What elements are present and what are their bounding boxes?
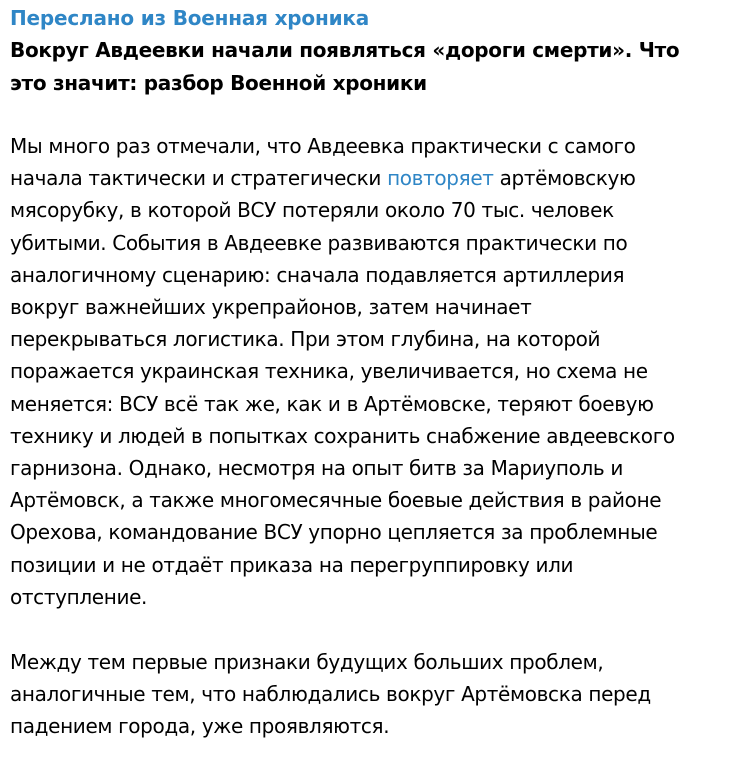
text-line: мясорубку, в которой ВСУ потеряли около 70 тыс. человек <box>10 198 614 223</box>
text-line: технику и людей в попытках сохранить снабжение авдеевского <box>10 423 675 448</box>
text-line: гарнизона. Однако, несмотря на опыт битв за Мариуполь и <box>10 456 624 481</box>
text-line: меняется: ВСУ всё так же, как и в Артёмовске, теряют боевую <box>10 391 654 416</box>
text-line: позиции и не отдаёт приказа на перегруппировку или <box>10 552 574 577</box>
text-line: Орехова, командование ВСУ упорно цепляется за проблемные <box>10 520 658 545</box>
text-line: Между тем первые признаки будущих больших проблем, <box>10 650 604 675</box>
message-headline <box>10 34 750 100</box>
message-paragraph-2 <box>10 646 750 743</box>
text-line: падением города, уже проявляются. <box>10 714 390 739</box>
forwarded-from-label[interactable]: Переслано из Военная хроника <box>10 6 370 30</box>
text-line: Мы много раз отмечали, что Авдеевка практически с самого <box>10 134 636 158</box>
text-line: убитыми. События в Авдеевке развиваются практически по <box>10 230 628 255</box>
text-fragment: начала тактически и стратегически <box>10 166 388 191</box>
text-line: перекрываться логистика. При этом глубина, на которой <box>10 327 601 352</box>
message-paragraph-1 <box>10 130 750 613</box>
text-line: аналогичные тем, что наблюдались вокруг Артёмовска перед <box>10 682 651 707</box>
text-line: Артёмовск, а также многомесячные боевые действия в районе <box>10 488 662 513</box>
repeats-link[interactable]: повторяет <box>387 166 494 191</box>
headline-line: Вокруг Авдеевки начали появляться «дороги смерти». Что <box>10 38 680 62</box>
headline-line: это значит: разбор Военной хроники <box>10 71 427 95</box>
forwarded-message <box>10 4 750 743</box>
text-line: вокруг важнейших укрепрайонов, затем начинает <box>10 295 532 320</box>
text-line: отступление. <box>10 584 148 609</box>
text-line: поражается украинская техника, увеличивается, но схема не <box>10 359 648 384</box>
text-line <box>10 162 750 194</box>
text-fragment: артёмовскую <box>493 166 636 191</box>
text-line: аналогичному сценарию: сначала подавляется артиллерия <box>10 262 625 287</box>
